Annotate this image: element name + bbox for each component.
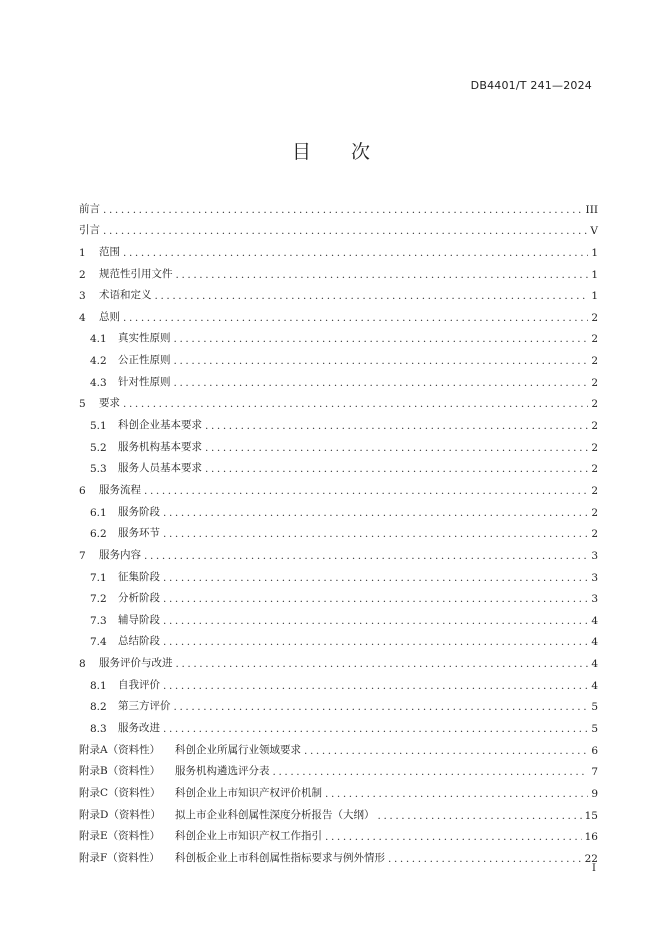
toc-entry-page: 5: [591, 723, 598, 736]
toc-entry-number: 5.3: [90, 463, 107, 476]
toc-entry-number: 7.3: [90, 614, 107, 627]
toc-entry-page: 4: [591, 658, 598, 671]
toc-entry-number: 8.1: [90, 679, 107, 692]
toc-entry-label: 第三方评价: [118, 700, 171, 713]
toc-entry-number: 附录D（资料性）: [79, 808, 161, 821]
toc-entry[interactable]: [79, 475, 598, 497]
toc-entry[interactable]: [79, 540, 598, 562]
toc-entry[interactable]: [79, 562, 598, 584]
toc-entry-page: 2: [591, 420, 598, 433]
toc-entry-page: 15: [584, 809, 598, 822]
toc-entry-number: 附录E（资料性）: [79, 830, 161, 843]
toc-leader-dots: [103, 204, 583, 216]
toc-entry-label: 服务改进: [118, 722, 160, 735]
toc-entry[interactable]: [79, 216, 598, 238]
toc-leader-dots: [163, 680, 588, 692]
toc-entry-number: 7.1: [90, 571, 107, 584]
toc-entry-page: 9: [591, 787, 598, 800]
toc-entry-number: 附录B（资料性）: [79, 765, 161, 778]
toc-entry-label: 前言: [79, 202, 100, 215]
toc-entry[interactable]: [79, 735, 598, 757]
toc-entry-number: 3: [79, 290, 86, 303]
toc-entry-page: 4: [591, 679, 598, 692]
toc-entry-label: 针对性原则: [118, 375, 171, 388]
toc-entry-label: 服务评价与改进: [99, 657, 173, 670]
title-char-1: 目: [291, 141, 311, 163]
toc-entry-number: 6.2: [90, 528, 107, 541]
toc-leader-dots: [176, 658, 589, 670]
toc-entry-number: 4.3: [90, 376, 107, 389]
toc-entry[interactable]: [79, 778, 598, 800]
toc-entry-page: 4: [591, 614, 598, 627]
toc-entry-page: 22: [584, 852, 598, 865]
toc-entry-number: 6.1: [90, 506, 107, 519]
toc-entry-page: 2: [591, 463, 598, 476]
toc-leader-dots: [176, 269, 589, 281]
toc-entry-label: 总则: [99, 310, 120, 323]
toc-leader-dots: [163, 572, 588, 584]
toc-leader-dots: [163, 593, 588, 605]
toc-entry[interactable]: [79, 692, 598, 714]
toc-leader-dots: [174, 355, 589, 367]
toc-entry-number: 7.4: [90, 636, 107, 649]
toc-entry-page: 5: [591, 701, 598, 714]
table-of-contents: [79, 194, 598, 865]
toc-leader-dots: [155, 290, 589, 302]
toc-entry-number: 附录C（资料性）: [79, 786, 161, 799]
toc-entry[interactable]: [79, 648, 598, 670]
toc-entry-page: 6: [591, 744, 598, 757]
toc-entry[interactable]: [79, 345, 598, 367]
toc-entry-number: 附录A（资料性）: [79, 743, 161, 756]
toc-leader-dots: [123, 247, 588, 259]
toc-leader-dots: [103, 225, 587, 237]
toc-leader-dots: [388, 853, 582, 865]
toc-entry[interactable]: [79, 410, 598, 432]
toc-entry-label: 辅导阶段: [118, 613, 160, 626]
toc-leader-dots: [205, 463, 588, 475]
toc-entry-label: 引言: [79, 224, 100, 237]
toc-entry-page: 2: [591, 333, 598, 346]
toc-entry[interactable]: [79, 259, 598, 281]
toc-leader-dots: [325, 788, 588, 800]
toc-entry-page: 3: [591, 593, 598, 606]
toc-entry-label: 规范性引用文件: [99, 267, 173, 280]
toc-leader-dots: [205, 420, 588, 432]
toc-entry-number: 5.2: [90, 441, 107, 454]
toc-entry-number: 5: [79, 398, 86, 411]
toc-entry-label: 自我评价: [118, 678, 160, 691]
toc-entry[interactable]: [79, 302, 598, 324]
toc-entry-number: 5.1: [90, 420, 107, 433]
toc-leader-dots: [163, 528, 588, 540]
toc-entry-label: 要求: [99, 397, 120, 410]
toc-entry-number: 附录F（资料性）: [79, 851, 160, 864]
toc-leader-dots: [163, 615, 588, 627]
toc-entry[interactable]: [79, 497, 598, 519]
toc-entry[interactable]: [79, 237, 598, 259]
toc-entry-label: 科创企业所属行业领域要求: [175, 743, 301, 756]
toc-leader-dots: [123, 312, 588, 324]
toc-entry-page: 2: [591, 398, 598, 411]
page-title: [0, 137, 662, 164]
toc-entry-number: 8.2: [90, 701, 107, 714]
toc-entry-label: 真实性原则: [118, 332, 171, 345]
toc-entry[interactable]: [79, 194, 598, 216]
toc-entry-label: 科创企业上市知识产权评价机制: [175, 786, 322, 799]
toc-entry[interactable]: [79, 713, 598, 735]
toc-entry-label: 拟上市企业科创属性深度分析报告（大纲）: [175, 808, 375, 821]
toc-leader-dots: [144, 550, 588, 562]
toc-entry[interactable]: [79, 800, 598, 822]
toc-entry-label: 服务流程: [99, 483, 141, 496]
toc-entry-label: 服务环节: [118, 527, 160, 540]
toc-entry-number: 6: [79, 484, 86, 497]
toc-leader-dots: [123, 398, 588, 410]
toc-entry-page: 3: [591, 571, 598, 584]
toc-entry[interactable]: [79, 519, 598, 541]
toc-entry[interactable]: [79, 843, 598, 865]
toc-entry-page: 2: [591, 484, 598, 497]
toc-leader-dots: [163, 507, 588, 519]
toc-entry[interactable]: [79, 432, 598, 454]
toc-leader-dots: [174, 701, 589, 713]
toc-entry-page: V: [590, 225, 598, 238]
toc-entry-page: 1: [591, 268, 598, 281]
toc-leader-dots: [273, 766, 589, 778]
toc-entry[interactable]: [79, 822, 598, 844]
toc-entry-number: 8.3: [90, 723, 107, 736]
toc-entry[interactable]: [79, 389, 598, 411]
toc-entry-label: 服务阶段: [118, 505, 160, 518]
toc-leader-dots: [163, 723, 588, 735]
toc-entry-page: 2: [591, 506, 598, 519]
toc-entry-label: 公正性原则: [118, 354, 171, 367]
toc-entry-number: 8: [79, 658, 86, 671]
toc-entry-page: 4: [591, 636, 598, 649]
document-code: DB4401/T 241—2024: [470, 79, 592, 92]
toc-entry-number: 4.1: [90, 333, 107, 346]
toc-entry-number: 7: [79, 549, 86, 562]
toc-entry-number: 4.2: [90, 355, 107, 368]
toc-entry-label: 服务内容: [99, 548, 141, 561]
toc-entry-page: 1: [591, 246, 598, 259]
toc-leader-dots: [325, 831, 582, 843]
toc-entry-label: 科创企业上市知识产权工作指引: [175, 830, 322, 843]
toc-entry-label: 分析阶段: [118, 592, 160, 605]
title-char-2: 次: [351, 141, 371, 163]
toc-entry[interactable]: [79, 757, 598, 779]
toc-entry-label: 术语和定义: [99, 289, 152, 302]
toc-entry[interactable]: [79, 367, 598, 389]
toc-entry-page: III: [585, 203, 598, 216]
toc-entry-label: 范围: [99, 245, 120, 258]
toc-leader-dots: [378, 810, 582, 822]
toc-entry-number: 7.2: [90, 593, 107, 606]
toc-entry-label: 征集阶段: [118, 570, 160, 583]
toc-entry[interactable]: [79, 324, 598, 346]
toc-entry-label: 服务人员基本要求: [118, 462, 202, 475]
toc-entry[interactable]: [79, 584, 598, 606]
toc-leader-dots: [163, 636, 588, 648]
toc-entry-page: 1: [591, 290, 598, 303]
toc-entry-page: 2: [591, 376, 598, 389]
toc-entry[interactable]: [79, 605, 598, 627]
page-number: I: [592, 863, 596, 874]
toc-entry[interactable]: [79, 627, 598, 649]
toc-entry-label: 总结阶段: [118, 635, 160, 648]
toc-entry-label: 服务机构遴选评分表: [175, 765, 270, 778]
toc-entry-number: 1: [79, 246, 86, 259]
toc-leader-dots: [174, 377, 589, 389]
toc-entry-number: 4: [79, 311, 86, 324]
toc-entry-page: 3: [591, 549, 598, 562]
toc-entry-page: 16: [584, 831, 598, 844]
toc-entry-label: 科创企业基本要求: [118, 419, 202, 432]
toc-entry-label: 科创板企业上市科创属性指标要求与例外情形: [175, 851, 385, 864]
toc-entry-page: 2: [591, 311, 598, 324]
toc-entry-page: 2: [591, 528, 598, 541]
toc-entry[interactable]: [79, 454, 598, 476]
toc-entry-page: 2: [591, 441, 598, 454]
toc-entry[interactable]: [79, 670, 598, 692]
toc-entry-number: 2: [79, 268, 86, 281]
toc-leader-dots: [144, 485, 588, 497]
toc-entry-page: 7: [591, 766, 598, 779]
toc-entry-label: 服务机构基本要求: [118, 440, 202, 453]
toc-entry-page: 2: [591, 355, 598, 368]
toc-leader-dots: [205, 442, 588, 454]
toc-entry[interactable]: [79, 281, 598, 303]
toc-leader-dots: [174, 333, 589, 345]
toc-leader-dots: [304, 745, 588, 757]
